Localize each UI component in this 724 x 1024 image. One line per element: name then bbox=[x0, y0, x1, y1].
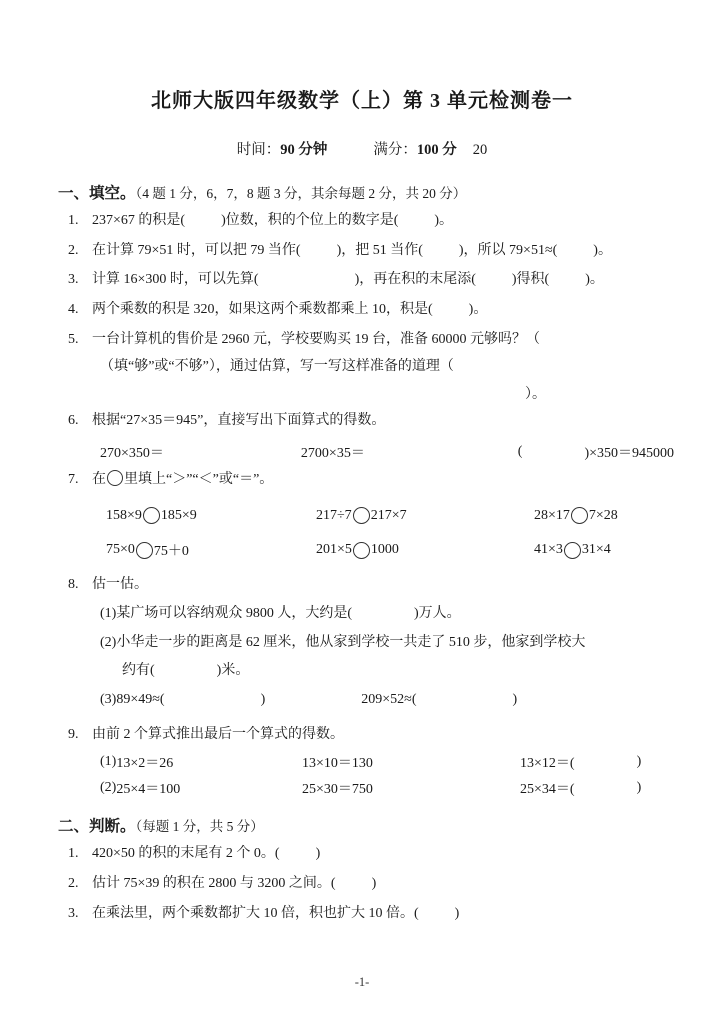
compare-right: 185×9 bbox=[160, 507, 197, 523]
compare-right: 217×7 bbox=[370, 507, 407, 523]
page-title: 北师大版四年级数学（上）第 3 单元检测卷一 bbox=[151, 90, 573, 112]
question-text: )。 bbox=[585, 272, 604, 288]
question-2-1 bbox=[50, 843, 674, 866]
expression-c-prefix: 25×34＝( bbox=[520, 782, 575, 798]
question-1-1 bbox=[50, 210, 674, 233]
question-number: 4. bbox=[68, 302, 79, 318]
question-text: 计算 16×300 时，可以先算( bbox=[92, 272, 259, 288]
question-text: 在计算 79×51 时，可以把 79 当作( bbox=[92, 242, 301, 258]
question-1-2 bbox=[50, 240, 674, 263]
question-text: (1)某广场可以容纳观众 9800 人，大约是( bbox=[100, 606, 352, 622]
question-number: 8. bbox=[68, 577, 79, 593]
question-text: )。 bbox=[434, 213, 454, 228]
expression-3-prefix: ( bbox=[517, 443, 523, 459]
question-text: ) bbox=[371, 876, 377, 892]
question-1-5 bbox=[50, 329, 674, 352]
section-note: （每题 1 分，共 5 分） bbox=[135, 819, 264, 835]
question-text: )，所以 79×51≈( bbox=[458, 242, 558, 258]
compare-item bbox=[316, 507, 534, 524]
question-text: ) bbox=[260, 692, 266, 708]
compare-right: 1000 bbox=[370, 542, 399, 558]
derivation-answer bbox=[520, 778, 641, 798]
comparison-circle-icon[interactable] bbox=[107, 470, 123, 486]
question-number: 2. bbox=[68, 242, 79, 258]
comparison-circle-icon[interactable] bbox=[136, 542, 153, 559]
score-label: 满分： bbox=[373, 142, 417, 158]
question-text: (3)89×49≈( bbox=[100, 692, 165, 708]
question-number: 5. bbox=[68, 331, 79, 347]
page-number: -1- bbox=[354, 975, 370, 989]
question-text: )米。 bbox=[216, 663, 250, 679]
section-heading-1 bbox=[58, 181, 674, 203]
question-1-9 bbox=[50, 724, 674, 747]
question-1-9-row-2 bbox=[50, 778, 674, 798]
question-1-8-sub-3 bbox=[50, 689, 674, 712]
compare-left: 41×3 bbox=[534, 542, 563, 558]
question-text: 由前 2 个算式推出最后一个算式的得数。 bbox=[92, 726, 344, 742]
expression-a: 25×4＝100 bbox=[116, 782, 181, 798]
extra-mark: 20 bbox=[472, 142, 488, 158]
question-text: 在 bbox=[92, 471, 106, 487]
question-text: )得积( bbox=[511, 272, 550, 288]
question-number: 2. bbox=[68, 876, 79, 892]
compare-item bbox=[106, 540, 316, 560]
comparison-circle-icon[interactable] bbox=[564, 542, 581, 559]
question-text: 估一估。 bbox=[92, 577, 148, 593]
row-label: (2) bbox=[100, 780, 117, 796]
question-1-6-expressions bbox=[50, 442, 674, 462]
derivation-item bbox=[100, 752, 302, 772]
section-true-false bbox=[50, 814, 674, 925]
question-text: )万人。 bbox=[414, 606, 461, 622]
question-number: 7. bbox=[68, 471, 79, 487]
question-text: ) bbox=[315, 846, 321, 862]
expression-3 bbox=[518, 442, 674, 462]
question-number: 1. bbox=[68, 846, 79, 862]
question-1-6 bbox=[50, 410, 674, 433]
compare-right: 75＋0 bbox=[153, 544, 189, 560]
question-text: 一台计算机的售价是 2960 元，学校要购买 19 台，准备 60000 元够吗？（ bbox=[92, 331, 540, 347]
question-text: )，把 51 当作( bbox=[336, 242, 423, 258]
question-text: 237×67 的积是( bbox=[92, 213, 186, 228]
question-text: 420×50 的积的末尾有 2 个 0。( bbox=[92, 846, 280, 862]
expression-b: 13×10＝130 bbox=[302, 756, 373, 772]
comparison-circle-icon[interactable] bbox=[353, 507, 370, 524]
time-value: 90 分钟 bbox=[280, 142, 328, 158]
expression-c-suffix: ) bbox=[636, 780, 642, 796]
compare-left: 28×17 bbox=[534, 507, 570, 523]
question-text: 根据“27×35＝945”，直接写出下面算式的得数。 bbox=[92, 413, 386, 429]
question-1-8-sub-2-line2 bbox=[50, 660, 674, 683]
score-value: 100 分 bbox=[416, 142, 457, 158]
question-text: 209×52≈( bbox=[361, 692, 417, 708]
compare-right: 31×4 bbox=[581, 542, 611, 558]
question-text: （填“够”或“不够”），通过估算，写一写这样准备的道理（ bbox=[100, 359, 454, 375]
question-2-3 bbox=[50, 903, 674, 926]
time-label: 时间： bbox=[236, 142, 281, 158]
question-text: )，再在积的末尾添( bbox=[354, 272, 476, 288]
question-2-2 bbox=[50, 873, 674, 896]
question-1-5-line3 bbox=[50, 383, 674, 403]
question-number: 6. bbox=[68, 413, 79, 429]
expression-2: 2700×35＝ bbox=[300, 445, 365, 461]
expression-3-suffix: )×350＝945000 bbox=[584, 445, 674, 461]
question-text: )位数，积的个位上的数字是( bbox=[221, 213, 399, 228]
compare-left: 217÷7 bbox=[316, 507, 352, 523]
question-1-9-row-1 bbox=[50, 752, 674, 772]
expression-1: 270×350＝ bbox=[100, 445, 164, 461]
question-1-7-row-1 bbox=[50, 507, 674, 524]
question-1-7-row-2 bbox=[50, 540, 674, 560]
question-number: 9. bbox=[68, 726, 79, 742]
compare-left: 158×9 bbox=[106, 507, 142, 523]
exam-meta bbox=[50, 138, 674, 159]
expression-c-prefix: 13×12＝( bbox=[520, 756, 575, 772]
derivation-item bbox=[100, 778, 302, 798]
question-text: ) bbox=[512, 692, 518, 708]
question-text: ) bbox=[454, 905, 460, 921]
question-number: 1. bbox=[68, 213, 79, 228]
question-text: 约有( bbox=[122, 663, 155, 679]
question-text: 里填上“＞”“＜”或“＝”。 bbox=[124, 471, 274, 487]
question-text: ）。 bbox=[525, 387, 546, 403]
compare-right: 7×28 bbox=[588, 507, 618, 523]
compare-left: 75×0 bbox=[106, 542, 135, 558]
compare-item bbox=[534, 507, 618, 524]
expression-a: 13×2＝26 bbox=[116, 756, 174, 772]
question-number: 3. bbox=[68, 905, 79, 921]
question-1-3 bbox=[50, 269, 674, 292]
question-1-8-sub-2-line1 bbox=[50, 632, 674, 655]
section-note: （4 题 1 分，6，7，8 题 3 分，其余每题 2 分，共 20 分） bbox=[135, 186, 467, 201]
section-title: 二、判断。 bbox=[58, 818, 136, 836]
section-title: 一、填空。 bbox=[58, 185, 136, 202]
expression-b: 25×30＝750 bbox=[302, 782, 373, 798]
row-label: (1) bbox=[100, 754, 117, 770]
expression-c-suffix: ) bbox=[636, 754, 642, 770]
question-text: )。 bbox=[468, 302, 488, 318]
question-text: 估计 75×39 的积在 2800 与 3200 之间。( bbox=[92, 876, 336, 892]
compare-item bbox=[316, 540, 534, 560]
compare-item bbox=[534, 540, 611, 560]
question-1-8 bbox=[50, 574, 674, 597]
question-text: (2)小华走一步的距离是 62 厘米，他从家到学校一共走了 510 步，他家到学校大 bbox=[100, 634, 586, 650]
comparison-circle-icon[interactable] bbox=[143, 507, 160, 524]
question-1-5-line2 bbox=[50, 356, 674, 379]
section-fill-in-blank bbox=[50, 181, 674, 798]
question-1-4 bbox=[50, 299, 674, 322]
question-text: )。 bbox=[593, 242, 612, 258]
compare-item bbox=[106, 507, 316, 524]
comparison-circle-icon[interactable] bbox=[571, 507, 588, 524]
question-text: 两个乘数的积是 320，如果这两个乘数都乘上 10，积是( bbox=[92, 302, 433, 318]
question-number: 3. bbox=[68, 272, 79, 288]
comparison-circle-icon[interactable] bbox=[353, 542, 370, 559]
compare-left: 201×5 bbox=[316, 542, 352, 558]
question-1-8-sub-1 bbox=[50, 603, 674, 626]
section-heading-2 bbox=[58, 814, 674, 836]
question-1-7 bbox=[50, 469, 674, 492]
question-text: 在乘法里，两个乘数都扩大 10 倍，积也扩大 10 倍。( bbox=[92, 905, 419, 921]
derivation-answer bbox=[520, 752, 641, 772]
